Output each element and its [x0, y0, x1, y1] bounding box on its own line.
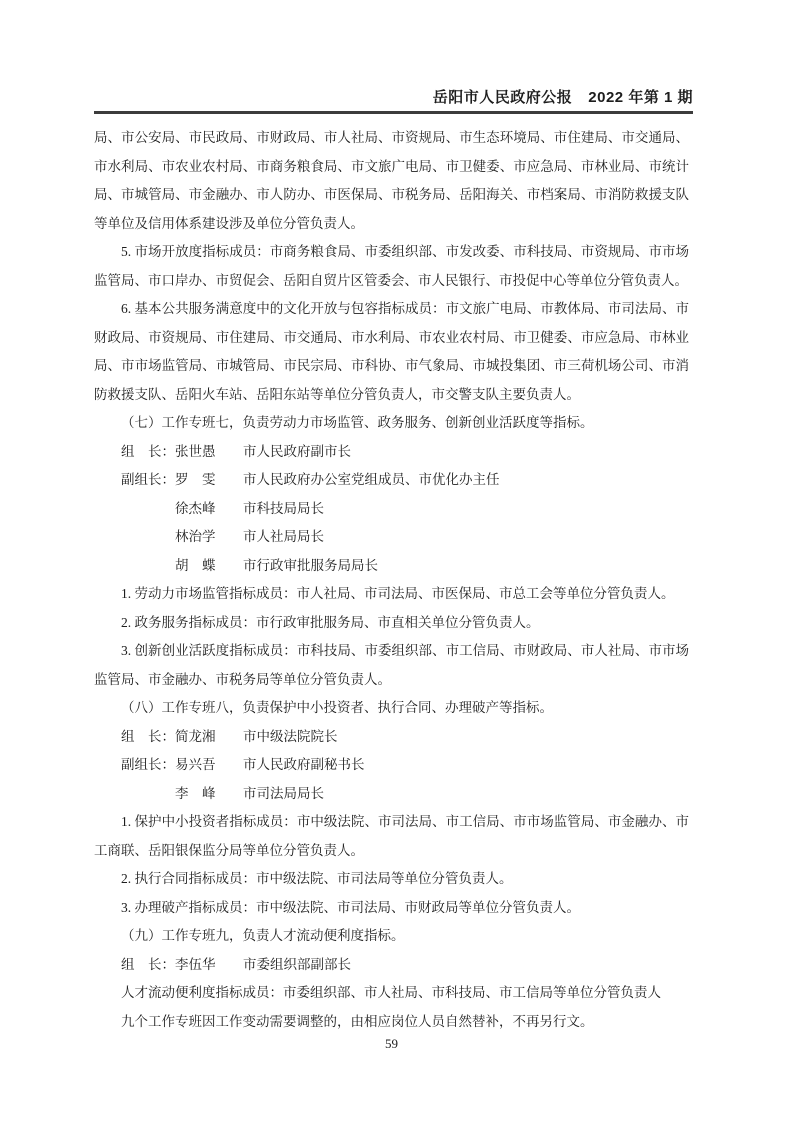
gazette-issue: 2022 年第 1 期 [588, 89, 693, 106]
leader-person-title: 市委组织部副部长 [243, 956, 351, 972]
leader-role-label: 组 长： [121, 728, 175, 744]
leader-row [94, 723, 689, 752]
leader-person-title: 市行政审批服务局局长 [243, 557, 378, 573]
document-body [94, 124, 689, 1036]
leader-row [94, 751, 689, 780]
leader-row [94, 495, 689, 524]
leader-role-label: 组 长： [121, 956, 175, 972]
header-divider [94, 111, 693, 114]
body-paragraph: （九）工作专班九，负责人才流动便利度指标。 [121, 928, 405, 943]
leader-person-name: 林治学 [175, 529, 216, 544]
body-paragraph: （七）工作专班七，负责劳动力市场监管、政务服务、创新创业活跃度等指标。 [121, 415, 594, 430]
body-paragraph: 1. 保护中小投资者指标成员：市中级法院、市司法局、市工信局、市市场监管局、市金融办、市工商联、岳阳银保监分局等单位分管负责人。 [94, 814, 689, 858]
body-paragraph: （八）工作专班八，负责保护中小投资者、执行合同、办理破产等指标。 [121, 700, 553, 715]
body-paragraph: 2. 政务服务指标成员：市行政审批服务局、市直相关单位分管负责人。 [121, 614, 540, 630]
leader-person-name: 徐杰峰 [175, 500, 216, 516]
body-paragraph: 局、市公安局、市民政局、市财政局、市人社局、市资规局、市生态环境局、市住建局、市交通局、市水利局、市农业农村局、市商务粮食局、市文旅广电局、市卫健委、市应急局、市林业局、市统计局、市城管局、市金融办、市人防办、市医保局、市税务局、岳阳海关、市档案局、市消防救援支队等单位及信用体系建设涉及单位分管负责人。 [94, 130, 689, 231]
leader-role-label [121, 552, 175, 581]
body-paragraph: 6. 基本公共服务满意度中的文化开放与包容指标成员：市文旅广电局、市教体局、市司法局、市财政局、市资规局、市住建局、市交通局、市水利局、市农业农村局、市卫健委、市应急局、市林业局、市市场监管局、市城管局、市民宗局、市科协、市气象局、市城投集团、市三荷机场公司、市消防救援支队、岳阳火车站、岳阳东站等单位分管负责人，市交警支队主要负责人。 [94, 301, 689, 402]
leader-row [94, 780, 689, 809]
body-paragraph: 5. 市场开放度指标成员：市商务粮食局、市委组织部、市发改委、市科技局、市资规局、市市场监管局、市口岸办、市贸促会、岳阳自贸片区管委会、市人民银行、市投促中心等单位分管负责人。 [94, 244, 689, 288]
leader-person-title: 市司法局局长 [243, 785, 324, 801]
leader-person-name: 李伍华 [175, 956, 216, 972]
leader-role-label: 副组长： [121, 757, 175, 772]
gazette-title: 岳阳市人民政府公报 [432, 89, 573, 106]
leader-person-name: 罗 雯 [175, 472, 216, 487]
leader-role-label [121, 780, 175, 809]
leader-person-title: 市中级法院院长 [243, 728, 338, 744]
leader-person-name: 张世愚 [175, 443, 216, 459]
leader-person-title: 市人民政府副秘书长 [243, 757, 365, 772]
leader-row [94, 951, 689, 980]
body-paragraph: 3. 办理破产指标成员：市中级法院、市司法局、市财政局等单位分管负责人。 [121, 899, 580, 915]
leader-row [94, 523, 689, 552]
leader-person-name: 简龙湘 [175, 728, 216, 744]
body-paragraph: 人才流动便利度指标成员：市委组织部、市人社局、市科技局、市工信局等单位分管负责人 [121, 985, 661, 1000]
leader-person-name: 易兴吾 [175, 757, 216, 772]
page-number: 59 [385, 1036, 398, 1051]
leader-role-label [121, 523, 175, 552]
leader-role-label: 组 长： [121, 443, 175, 459]
page-header [94, 86, 693, 107]
leader-person-title: 市人社局局长 [243, 529, 324, 544]
leader-row [94, 552, 689, 581]
leader-row [94, 438, 689, 467]
leader-person-name: 李 峰 [175, 785, 216, 801]
body-paragraph: 3. 创新创业活跃度指标成员：市科技局、市委组织部、市工信局、市财政局、市人社局、市市场监管局、市金融办、市税务局等单位分管负责人。 [94, 643, 689, 687]
leader-person-title: 市人民政府副市长 [243, 443, 351, 459]
leader-role-label: 副组长： [121, 472, 175, 487]
body-paragraph: 1. 劳动力市场监管指标成员：市人社局、市司法局、市医保局、市总工会等单位分管负责人。 [121, 586, 675, 601]
leader-row [94, 466, 689, 495]
leader-person-title: 市人民政府办公室党组成员、市优化办主任 [243, 472, 500, 487]
leader-person-title: 市科技局局长 [243, 500, 324, 516]
body-paragraph: 2. 执行合同指标成员：市中级法院、市司法局等单位分管负责人。 [121, 871, 513, 886]
leader-role-label [121, 495, 175, 524]
leader-person-name: 胡 蝶 [175, 557, 216, 573]
body-paragraph: 九个工作专班因工作变动需要调整的，由相应岗位人员自然替补，不再另行文。 [121, 1013, 594, 1029]
